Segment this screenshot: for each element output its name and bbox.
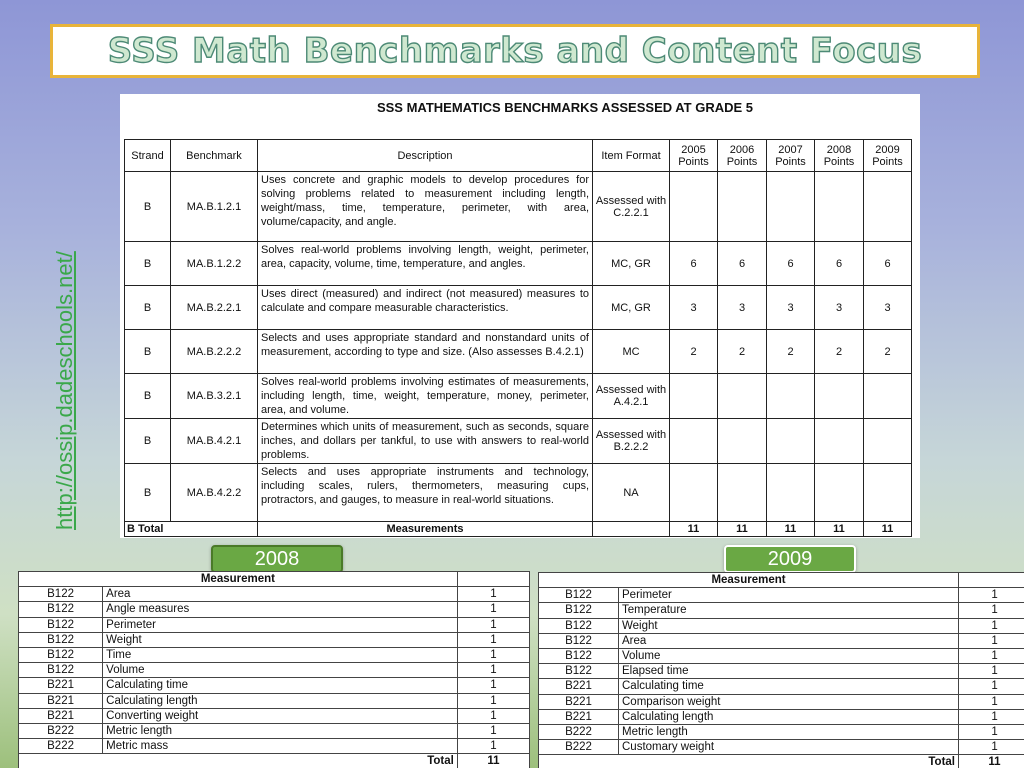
- benchmark-table-panel: [120, 94, 920, 538]
- points-cell-2007: 2: [767, 330, 815, 374]
- benchmark-code: B122: [19, 617, 103, 632]
- topic: Angle measures: [103, 602, 458, 617]
- year-2009-label: 2009: [724, 545, 856, 573]
- description-cell: Solves real-world problems involving length, weight, perimeter, area, capacity, volume, time, temperature, and angles.: [258, 242, 593, 286]
- benchmark-code: B222: [19, 739, 103, 754]
- col-header-2005: 2005 Points: [670, 140, 718, 172]
- points-cell-2005: [670, 172, 718, 242]
- points-cell-2006: [718, 374, 767, 419]
- item-format-cell: MC: [593, 330, 670, 374]
- topic: Weight: [103, 632, 458, 647]
- points: 1: [457, 723, 529, 738]
- points-cell-2005: [670, 419, 718, 464]
- points: 1: [457, 678, 529, 693]
- points-cell-2009: 6: [864, 242, 912, 286]
- points-cell-2009: [864, 374, 912, 419]
- topic: Metric length: [103, 723, 458, 738]
- benchmark-code: B222: [19, 723, 103, 738]
- points-cell-2009: [864, 172, 912, 242]
- total-points-2009: 11: [864, 522, 912, 537]
- measurement-table: [18, 571, 530, 768]
- benchmark-code: B122: [539, 648, 619, 663]
- benchmark-table: [124, 139, 912, 537]
- measurement-total-row: [539, 755, 1024, 768]
- topic: Converting weight: [103, 708, 458, 723]
- strand-cell: B: [125, 374, 171, 419]
- description-cell: Selects and uses appropriate standard and nonstandard units of measurement, according to type and size. (Also assesses B.4.2.1): [258, 330, 593, 374]
- points: 1: [457, 647, 529, 662]
- year-2008-label: 2008: [211, 545, 343, 573]
- topic: Temperature: [619, 603, 959, 618]
- description-cell: Selects and uses appropriate instruments and technology, including scales, rulers, thermometers, measuring cups, protractors, and gauges, to measure in real-world situations.: [258, 464, 593, 522]
- measurement-table-2008: [18, 571, 530, 768]
- points: 1: [457, 617, 529, 632]
- points-cell-2006: 6: [718, 242, 767, 286]
- benchmark-code-cell: MA.B.3.2.1: [171, 374, 258, 419]
- benchmark-code: B122: [19, 602, 103, 617]
- item-format-cell: MC, GR: [593, 286, 670, 330]
- benchmark-code: B122: [539, 603, 619, 618]
- benchmark-code: B222: [539, 740, 619, 755]
- points: 1: [457, 708, 529, 723]
- topic: Calculating length: [103, 693, 458, 708]
- points-cell-2006: [718, 172, 767, 242]
- points-cell-2008: [815, 419, 864, 464]
- measurement-total-row: [19, 754, 530, 768]
- benchmark-code: B221: [19, 693, 103, 708]
- points: 1: [457, 602, 529, 617]
- points: 1: [457, 587, 529, 602]
- measurement-row: [19, 708, 530, 723]
- benchmark-row: [125, 374, 912, 419]
- topic: Volume: [619, 648, 959, 663]
- points-cell-2005: [670, 374, 718, 419]
- benchmark-row: [125, 172, 912, 242]
- measurement-row: [539, 724, 1024, 739]
- col-header-2008: 2008 Points: [815, 140, 864, 172]
- topic: Calculating time: [619, 679, 959, 694]
- points: 1: [959, 740, 1024, 755]
- points: 1: [457, 693, 529, 708]
- measurement-row: [539, 679, 1024, 694]
- benchmark-code: B222: [539, 724, 619, 739]
- benchmark-code: B122: [539, 618, 619, 633]
- points: 1: [959, 603, 1024, 618]
- points-cell-2007: [767, 172, 815, 242]
- points: 1: [959, 664, 1024, 679]
- measurement-row: [539, 603, 1024, 618]
- benchmark-code-cell: MA.B.4.2.1: [171, 419, 258, 464]
- topic: Customary weight: [619, 740, 959, 755]
- measurement-row: [539, 648, 1024, 663]
- points-cell-2007: 3: [767, 286, 815, 330]
- col-header-strand: Strand: [125, 140, 171, 172]
- col-header-2006: 2006 Points: [718, 140, 767, 172]
- strand-cell: B: [125, 419, 171, 464]
- points: 1: [959, 633, 1024, 648]
- measurement-row: [539, 633, 1024, 648]
- points: 1: [959, 694, 1024, 709]
- topic: Calculating time: [103, 678, 458, 693]
- benchmark-code-cell: MA.B.2.2.2: [171, 330, 258, 374]
- points-cell-2006: 2: [718, 330, 767, 374]
- item-format-cell: MC, GR: [593, 242, 670, 286]
- strand-cell: B: [125, 242, 171, 286]
- topic: Elapsed time: [619, 664, 959, 679]
- benchmark-row: [125, 242, 912, 286]
- total-points-2006: 11: [718, 522, 767, 537]
- total-label: Total: [539, 755, 959, 768]
- benchmark-code: B122: [539, 664, 619, 679]
- points-cell-2007: 6: [767, 242, 815, 286]
- points-cell-2008: [815, 464, 864, 522]
- description-cell: Uses direct (measured) and indirect (not measured) measures to calculate and compare measurable characteristics.: [258, 286, 593, 330]
- item-format-cell: Assessed with A.4.2.1: [593, 374, 670, 419]
- item-format-cell: Assessed with C.2.2.1: [593, 172, 670, 242]
- measurement-row: [539, 709, 1024, 724]
- benchmark-code: B122: [19, 663, 103, 678]
- col-header-2007: 2007 Points: [767, 140, 815, 172]
- measurement-row: [19, 587, 530, 602]
- measurement-row: [19, 602, 530, 617]
- description-cell: Uses concrete and graphic models to develop procedures for solving problems related to measurement including length, weight/mass, time, temperature, perimeter, with area, volume/capacity, and angle.: [258, 172, 593, 242]
- description-cell: Determines which units of measurement, such as seconds, square inches, and dollars per tankful, to use with answers to real-world problems.: [258, 419, 593, 464]
- points-cell-2008: [815, 172, 864, 242]
- measurement-row: [19, 647, 530, 662]
- points-cell-2006: [718, 464, 767, 522]
- points: 1: [457, 663, 529, 678]
- points: 1: [959, 588, 1024, 603]
- total-value: 11: [457, 754, 529, 768]
- measurement-row: [19, 678, 530, 693]
- total-label: Total: [19, 754, 458, 768]
- strand-cell: B: [125, 172, 171, 242]
- topic: Weight: [619, 618, 959, 633]
- measurement-row: [19, 723, 530, 738]
- side-link[interactable]: http://ossip.dadeschools.net/: [52, 251, 77, 530]
- topic: Volume: [103, 663, 458, 678]
- points: 1: [959, 648, 1024, 663]
- benchmark-code: B221: [19, 678, 103, 693]
- points-cell-2009: [864, 464, 912, 522]
- strand-cell: B: [125, 464, 171, 522]
- measurement-row: [19, 617, 530, 632]
- total-description-cell: Measurements: [258, 522, 593, 537]
- topic: Perimeter: [103, 617, 458, 632]
- benchmark-code: B221: [19, 708, 103, 723]
- benchmark-code-cell: MA.B.1.2.1: [171, 172, 258, 242]
- total-points-2008: 11: [815, 522, 864, 537]
- points-cell-2005: 6: [670, 242, 718, 286]
- measurement-row: [19, 739, 530, 754]
- points: 1: [959, 618, 1024, 633]
- points-cell-2008: 6: [815, 242, 864, 286]
- points: 1: [457, 739, 529, 754]
- benchmark-code: B122: [19, 647, 103, 662]
- points-cell-2005: 3: [670, 286, 718, 330]
- topic: Area: [619, 633, 959, 648]
- benchmark-row: [125, 464, 912, 522]
- col-header-description: Description: [258, 140, 593, 172]
- points: 1: [457, 632, 529, 647]
- benchmark-code: B221: [539, 679, 619, 694]
- measurement-header-spacer: [959, 573, 1024, 588]
- points-cell-2007: [767, 419, 815, 464]
- total-value: 11: [959, 755, 1024, 768]
- points-cell-2008: [815, 374, 864, 419]
- item-format-cell: NA: [593, 464, 670, 522]
- slide-title: SSS Math Benchmarks and Content Focus: [50, 24, 980, 78]
- measurement-header-row: [19, 572, 530, 587]
- col-header-item-format: Item Format: [593, 140, 670, 172]
- benchmark-code: B221: [539, 694, 619, 709]
- measurement-row: [19, 693, 530, 708]
- topic: Perimeter: [619, 588, 959, 603]
- benchmark-code: B122: [539, 588, 619, 603]
- benchmark-code-cell: MA.B.4.2.2: [171, 464, 258, 522]
- benchmark-row: [125, 330, 912, 374]
- points-cell-2006: [718, 419, 767, 464]
- benchmark-code: B122: [19, 632, 103, 647]
- measurement-table: [538, 572, 1024, 768]
- topic: Time: [103, 647, 458, 662]
- topic: Metric mass: [103, 739, 458, 754]
- measurement-header-row: [539, 573, 1024, 588]
- benchmark-row: [125, 419, 912, 464]
- benchmark-code: B221: [539, 709, 619, 724]
- benchmark-code: B122: [539, 633, 619, 648]
- points: 1: [959, 679, 1024, 694]
- total-label-cell: B Total: [125, 522, 258, 537]
- points: 1: [959, 709, 1024, 724]
- topic: Calculating length: [619, 709, 959, 724]
- measurement-row: [539, 618, 1024, 633]
- measurement-row: [539, 694, 1024, 709]
- benchmark-table-heading: SSS MATHEMATICS BENCHMARKS ASSESSED AT GRADE 5: [376, 100, 754, 115]
- points-cell-2005: 2: [670, 330, 718, 374]
- measurement-header: Measurement: [539, 573, 959, 588]
- points-cell-2006: 3: [718, 286, 767, 330]
- measurement-row: [539, 664, 1024, 679]
- points-cell-2009: [864, 419, 912, 464]
- topic: Metric length: [619, 724, 959, 739]
- measurement-header: Measurement: [19, 572, 458, 587]
- points-cell-2007: [767, 464, 815, 522]
- total-points-2007: 11: [767, 522, 815, 537]
- benchmark-total-row: [125, 522, 912, 537]
- points-cell-2005: [670, 464, 718, 522]
- topic: Comparison weight: [619, 694, 959, 709]
- benchmark-code-cell: MA.B.2.2.1: [171, 286, 258, 330]
- measurement-row: [19, 632, 530, 647]
- points-cell-2009: 3: [864, 286, 912, 330]
- strand-cell: B: [125, 330, 171, 374]
- benchmark-table-header: [125, 140, 912, 172]
- measurement-row: [19, 663, 530, 678]
- measurement-table-2009: [538, 572, 1024, 768]
- points: 1: [959, 724, 1024, 739]
- measurement-row: [539, 740, 1024, 755]
- points-cell-2007: [767, 374, 815, 419]
- measurement-header-spacer: [457, 572, 529, 587]
- col-header-benchmark: Benchmark: [171, 140, 258, 172]
- topic: Area: [103, 587, 458, 602]
- points-cell-2009: 2: [864, 330, 912, 374]
- total-points-2005: 11: [670, 522, 718, 537]
- benchmark-code-cell: MA.B.1.2.2: [171, 242, 258, 286]
- points-cell-2008: 3: [815, 286, 864, 330]
- points-cell-2008: 2: [815, 330, 864, 374]
- strand-cell: B: [125, 286, 171, 330]
- total-format-cell: [593, 522, 670, 537]
- item-format-cell: Assessed with B.2.2.2: [593, 419, 670, 464]
- description-cell: Solves real-world problems involving estimates of measurements, including length, time, weight, temperature, money, perimeter, area, and volume.: [258, 374, 593, 419]
- measurement-row: [539, 588, 1024, 603]
- col-header-2009: 2009 Points: [864, 140, 912, 172]
- benchmark-code: B122: [19, 587, 103, 602]
- benchmark-row: [125, 286, 912, 330]
